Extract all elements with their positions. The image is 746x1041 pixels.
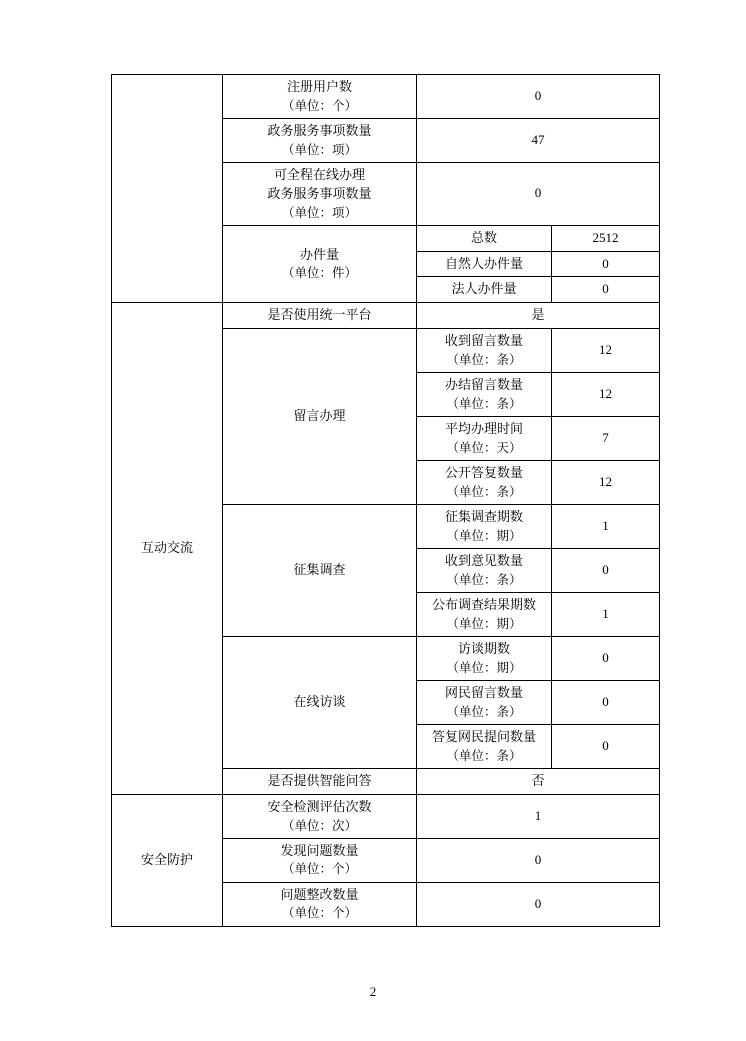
label-line: 政务服务事项数量 [267,122,372,138]
label-line: 公布调查结果期数 [431,596,536,612]
label-unit: （单位：条） [446,396,522,411]
value-survey-results-published: 1 [552,592,660,636]
label-line: 公开答复数量 [444,465,523,481]
label-line: 平均办理时间 [444,421,523,437]
label-line: 访谈期数 [457,640,510,656]
row-label-case-volume [223,225,417,303]
annual-report-table [111,74,660,927]
label-line: 网民留言数量 [444,684,523,700]
group-online-interview: 在线访谈 [223,636,417,768]
value-netizen-messages: 0 [552,680,660,724]
value-interview-periods: 0 [552,636,660,680]
row-label-netizen-replies [417,724,552,768]
row-label-security-assessments [223,794,417,838]
category-interaction: 互动交流 [112,303,223,794]
value-opinions-received: 0 [552,548,660,592]
group-message-handling: 留言办理 [223,329,417,505]
row-group-spacer-top [112,75,223,303]
label-line: 征集调查期数 [444,509,523,524]
value-case-legal-person: 0 [552,277,660,303]
label-line: 安全检测评估次数 [267,798,372,814]
label-line: 可全程在线办理 [273,166,365,182]
value-smart-qa: 否 [417,768,660,794]
value-gov-service-items: 47 [417,118,660,162]
row-label-interview-periods [417,636,552,680]
value-case-total: 2512 [552,225,660,251]
label-line: 问题整改数量 [280,886,359,902]
value-security-assessments: 1 [417,794,660,838]
label-line: 办结留言数量 [444,377,523,393]
label-line: 答复网民提问数量 [431,728,536,744]
label-unit: （单位：条） [446,352,522,367]
row-label-messages-received [417,329,552,373]
row-label-survey-periods [417,505,552,549]
value-registered-users: 0 [417,75,660,119]
label-unit: （单位：项） [281,142,357,157]
label-line: 政务服务事项数量 [267,185,372,201]
value-issues-fixed: 0 [417,882,660,926]
label-unit: （单位：期） [446,528,522,543]
label-unit: （单位：项） [281,205,357,220]
value-messages-received: 12 [552,329,660,373]
value-unified-platform: 是 [417,303,660,329]
label-unit: （单位：天） [446,440,522,455]
value-netizen-replies: 0 [552,724,660,768]
row-label-netizen-messages [417,680,552,724]
table-row [112,303,660,329]
label-line: 收到留言数量 [444,333,523,349]
value-case-natural-person: 0 [552,251,660,277]
row-label-opinions-received [417,548,552,592]
label-line: 办件量 [299,246,339,262]
group-survey-collection: 征集调查 [223,505,417,637]
page-number: 2 [369,984,377,999]
row-label-smart-qa: 是否提供智能问答 [223,768,417,794]
table-row [112,794,660,838]
label-unit: （单位：条） [446,748,522,763]
sublabel-case-legal-person: 法人办件量 [417,277,552,303]
label-unit: （单位：期） [446,660,522,675]
value-full-online-items: 0 [417,162,660,225]
label-line: 注册用户数 [286,79,352,94]
row-label-messages-completed [417,373,552,417]
row-label-public-replies [417,461,552,505]
row-label-survey-results-published [417,592,552,636]
label-unit: （单位：期） [446,616,522,631]
sublabel-case-natural-person: 自然人办件量 [417,251,552,277]
category-security: 安全防护 [112,794,223,926]
row-label-unified-platform: 是否使用统一平台 [223,303,417,329]
value-public-replies: 12 [552,461,660,505]
row-label-issues-fixed [223,882,417,926]
value-issues-found: 0 [417,838,660,882]
value-messages-completed: 12 [552,373,660,417]
label-line: 发现问题数量 [280,842,359,858]
value-average-handling-time: 7 [552,417,660,461]
row-label-registered-users [223,75,417,119]
value-survey-periods: 1 [552,505,660,549]
label-unit: （单位：条） [446,704,522,719]
label-unit: （单位：个） [281,98,357,113]
label-line: 收到意见数量 [444,552,523,568]
label-unit: （单位：件） [281,266,357,281]
row-label-gov-service-items [223,118,417,162]
label-unit: （单位：个） [281,906,357,921]
report-table-container [111,74,659,927]
row-label-average-handling-time [417,417,552,461]
sublabel-case-total: 总数 [417,225,552,251]
table-row [112,75,660,119]
label-unit: （单位：条） [446,572,522,587]
row-label-full-online-items [223,162,417,225]
label-unit: （单位：个） [281,862,357,877]
row-label-issues-found [223,838,417,882]
label-unit: （单位：次） [281,818,357,833]
label-unit: （单位：条） [446,484,522,499]
